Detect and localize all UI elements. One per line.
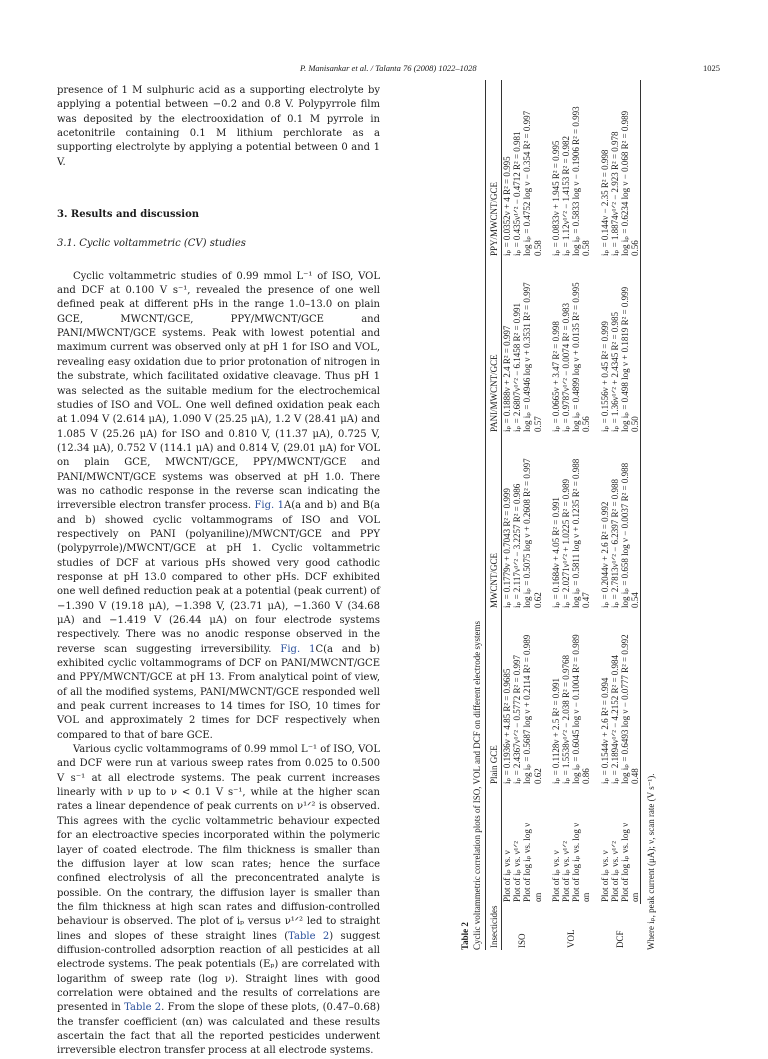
table-cell: 0.56	[581, 416, 592, 432]
table-cell: iₚ = 0.1684ν + 4.05 R² = 0.991	[550, 497, 561, 608]
row-label: Plot of iₚ vs. ν¹ᐟ²	[561, 841, 572, 902]
table-cell: log iₚ = 0.5075 log ν + 0.2608 R² = 0.997	[522, 458, 533, 608]
table-cell: 0.58	[532, 240, 543, 256]
table-caption: Cyclic voltammetric correlation plots of ISO, VOL and DCF on different electrode systems	[472, 620, 482, 950]
table-cell: iₚ = 0.9787ν¹ᐟ² − 0.0074 R² = 0.983	[561, 302, 572, 432]
table-cell: 0.50	[630, 258, 641, 434]
table-body	[502, 80, 641, 950]
table-row	[533, 80, 543, 950]
row-label: αn	[581, 892, 592, 902]
table-label: Table 2	[460, 922, 470, 950]
insecticide-name: DCF	[615, 930, 626, 948]
intro-paragraph: presence of 1 M sulphuric acid as a supporting electrolyte by applying a potential between −0.2 and 0.8 V. Polypyrrole film was deposited by the electrooxidation of 0.1 M pyrrole in acetonitrile containing 0.1 M lithium perchlorate as a supporting electrolyte by applying a potential between 0 and 1 V.	[57, 85, 380, 168]
page-number: 1025	[703, 63, 720, 73]
table-cell: iₚ = 0.1936ν + 4.85 R² = 0.9685	[502, 668, 512, 784]
table-cell: log iₚ = 0.4946 log ν + 0.3531 R² = 0.997	[522, 282, 533, 432]
row-label: Plot of log iₚ vs. log ν	[522, 822, 533, 902]
table-link[interactable]: Table 2	[124, 1002, 162, 1014]
table-cell: log iₚ = 0.6234 log ν − 0.068 R² = 0.989	[620, 110, 631, 256]
table-cell: 0.86	[581, 768, 592, 784]
table-cell: 0.48	[630, 610, 641, 786]
table-cell: 0.56	[630, 80, 641, 258]
table-row	[551, 80, 561, 950]
row-label: Plot of iₚ vs. ν	[599, 850, 610, 902]
correlation-table	[485, 80, 641, 950]
section-heading: 3. Results and discussion	[57, 209, 200, 221]
row-label: Plot of log iₚ vs. log ν	[571, 822, 582, 902]
table-header-row	[486, 80, 502, 950]
row-label: αn	[630, 786, 641, 904]
table-cell: iₚ = 1.12ν¹ᐟ² − 1.4153 R² = 0.982	[561, 135, 572, 256]
table-cell: iₚ = 0.1544ν + 2.6 R² = 0.994	[599, 677, 610, 784]
body-paragraph-2: Various cyclic voltammograms of 0.99 mmol L⁻¹ of ISO, VOL and DCF were run at various sweep rates from 0.025 to 0.500 V s⁻¹ at all electrode systems. The peak current increases linearly with ν up to ν < 0.1 V s⁻¹, while at the higher scan rates a linear dependence of peak currents on ν¹ᐟ² is observed. This agrees with the cyclic voltammetric behaviour expected for an electroactive species incorporated within the polymeric layer of coated electrode. The film thickness is smaller than the diffusion layer at low scan rates; hence the surface confined electrolysis of all the preconcentrated analyte is possible. On the contrary, the diffusion layer is smaller than the film thickness at high scan rates and diffusion-controlled behaviour is observed. The plot of iₚ versus ν¹ᐟ² led to straight lines and slopes of these straight lines (Table 2) suggest diffusion-controlled adsorption reaction of all pesticides at all electrode systems. The peak potentials (Eₚ) are correlated with logarithm of sweep rate (log ν). Straight lines with good correlation were obtained and the results of correlations are presented in Table 2. From the slope of these plots, (0.47–0.68) the transfer coefficient (αn) was calculated and these results ascertain the fact that all the reported pesticides underwent irreversible electron transfer process at all electrode systems.	[57, 744, 381, 1057]
table-cell: 0.54	[630, 434, 641, 610]
table-cell: iₚ = 0.1128ν + 2.5 R² = 0.991	[550, 677, 561, 784]
table-cell: iₚ = 2.1894ν¹ᐟ² − 4.2152 R² = 0.984	[609, 654, 620, 784]
table-cell: iₚ = 0.2044ν + 2.6 R² = 0.992	[599, 501, 610, 608]
table-cell: log iₚ = 0.5687 log ν + 0.2114 R² = 0.989	[522, 634, 533, 784]
column-header: Insecticides	[486, 904, 502, 950]
table-cell: iₚ = 0.1888ν + 2.4 R² = 0.997	[502, 325, 512, 432]
table-cell: log iₚ = 0.4752 log ν − 0.354 R² = 0.997	[522, 110, 533, 256]
row-label: αn	[532, 892, 543, 902]
rotated-table	[460, 80, 760, 950]
table-row	[561, 80, 571, 950]
table-footnote: Where iₚ, peak current (μA); ν, scan rate (V s⁻¹).	[646, 773, 657, 950]
table-cell: iₚ = 1.8874ν¹ᐟ² − 2.923 R² = 0.978	[609, 131, 620, 256]
row-label: Plot of iₚ vs. ν¹ᐟ²	[512, 841, 523, 902]
table-cell: 0.62	[532, 592, 543, 608]
table-cell: iₚ = 2.117ν¹ᐟ² − 3.2257 R² = 0.986	[512, 483, 523, 608]
table-row	[522, 80, 532, 950]
body-paragraph-1: Cyclic voltammetric studies of 0.99 mmol L⁻¹ of ISO, VOL and DCF at 0.100 V s⁻¹, revealed the presence of one well defined peak at different pHs in the range 1.0–13.0 on plain GCE, MWCNT/GCE, PPY/MWCNT/GCE and PANI/MWCNT/GCE systems. Peak with lowest potential and maximum current was observed only at pH 1 for ISO and VOL, revealing easy oxidation due to prior protonation of nitrogen in the substrate, which facilitated oxidative cleavage. Thus pH 1 was selected as the suitable medium for the electrochemical studies of ISO and VOL. One well defined oxidation peak each at 1.094 V (2.614 μA), 1.090 V (25.25 μA), 1.2 V (28.41 μA) and 1.085 V (25.26 μA) for ISO and 0.810 V, (11.37 μA), 0.725 V, (12.34 μA), 0.752 V (114.1 μA) and 0.814 V, (29.01 μA) for VOL on plain GCE, MWCNT/GCE, PPY/MWCNT/GCE and PANI/MWCNT/GCE systems was observed at pH 1.0. There was no cathodic response in the reverse scan indicating the irreversible electron transfer process. Fig. 1A(a and b) and B(a and b) showed cyclic voltammograms of ISO and VOL respectively on PANI (polyaniline)/MWCNT/GCE and PPY (polypyrrole)/MWCNT/GCE at pH 1. Cyclic voltammetric studies of DCF at various pHs showed very good cathodic response at pH 13.0 compared to other pHs. DCF exhibited one well defined reduction peak at a potential (peak current) of −1.390 V (19.18 μA), −1.398 V, (23.71 μA), −1.360 V (34.68 μA) and −1.419 V (26.44 μA) on four electrode systems respectively. There was no anodic response observed in the reverse scan suggesting irreversibility. Fig. 1C(a and b) exhibited cyclic voltammograms of DCF on PANI/MWCNT/GCE and PPY/MWCNT/GCE at pH 13. From analytical point of view, of all the modified systems, PANI/MWCNT/GCE responded well and peak current increases to 14 times for ISO, 10 times for VOL and approximately 2 times for DCF respectively when compared to that of bare GCE.	[57, 270, 380, 741]
table-cell: iₚ = 1.36ν¹ᐟ² + 2.4345 R² = 0.985	[609, 311, 620, 432]
table-row	[630, 80, 641, 950]
journal-citation: P. Manisankar et al. / Talanta 76 (2008) 1022–1028	[300, 63, 477, 73]
table-cell: log iₚ = 0.658 log ν − 0.0037 R² = 0.988	[620, 462, 631, 608]
left-text-column	[57, 84, 380, 1059]
figure-link[interactable]: Fig. 1	[254, 500, 284, 512]
column-header	[486, 786, 502, 904]
column-header: PPY/MWCNT/GCE	[486, 80, 502, 258]
table-cell: log iₚ = 0.5811 log ν + 0.1235 R² = 0.988	[571, 458, 582, 608]
table-row	[581, 80, 591, 950]
insecticide-name: VOL	[566, 929, 577, 948]
table-cell: iₚ = 0.144ν − 2.35 R² = 0.998	[599, 149, 610, 256]
table-link[interactable]: Table 2	[288, 930, 330, 942]
column-header: Plain GCE	[486, 610, 502, 786]
table-cell: iₚ = 0.0833ν + 1.945 R² = 0.995	[550, 140, 561, 256]
row-label: Plot of log iₚ vs. log ν	[620, 822, 631, 902]
row-label: Plot of iₚ vs. ν¹ᐟ²	[609, 841, 620, 902]
column-header: PANI/MWCNT/GCE	[486, 258, 502, 434]
table-cell: 0.58	[581, 240, 592, 256]
table-cell: log iₚ = 0.4899 log ν + 0.0135 R² = 0.995	[571, 282, 582, 432]
table-cell: 0.47	[581, 592, 592, 608]
insecticide-name: ISO	[517, 933, 528, 948]
table-cell: log iₚ = 0.6045 log ν − 0.1004 R² = 0.989	[571, 634, 582, 784]
table-cell: iₚ = 2.4367ν¹ᐟ² − 0.5772 R² = 0.997	[512, 654, 523, 784]
table-row	[512, 80, 522, 950]
table-cell: iₚ = 2.6807ν¹ᐟ² − 6.1458 R² = 0.991	[512, 302, 523, 432]
table-cell: 0.62	[532, 768, 543, 784]
table-cell: iₚ = 2.0271ν¹ᐟ² + 1.0225 R² = 0.989	[561, 478, 572, 608]
table-row	[610, 80, 620, 950]
table-cell: log iₚ = 0.498 log ν + 0.1819 R² = 0.999	[620, 286, 631, 432]
table-cell: iₚ = 0.0352ν + 4 R² = 0.995	[502, 156, 512, 256]
table-row	[571, 80, 581, 950]
table-cell: log iₚ = 0.6493 log ν − 0.0777 R² = 0.992	[620, 634, 631, 784]
table-cell: iₚ = 2.7813ν¹ᐟ² − 6.2397 R² = 0.988	[609, 478, 620, 608]
row-label: Plot of iₚ vs. ν	[502, 850, 512, 902]
row-label: Plot of iₚ vs. ν	[550, 850, 561, 902]
table-row	[502, 80, 513, 950]
table-cell: iₚ = 0.1779ν + 0.7043 R² = 0.999	[502, 488, 512, 608]
table-row	[600, 80, 610, 950]
figure-link[interactable]: Fig. 1	[280, 643, 316, 655]
table-cell: 0.57	[532, 416, 543, 432]
table-cell: iₚ = 0.435ν¹ᐟ² − 0.4712 R² = 0.981	[512, 131, 523, 256]
table-cell: iₚ = 1.5538ν¹ᐟ² − 2.038 R² = 0.9768	[561, 654, 572, 784]
column-header: MWCNT/GCE	[486, 434, 502, 610]
running-header	[0, 63, 768, 77]
table-cell: log iₚ = 0.5833 log ν − 0.1906 R² = 0.993	[571, 106, 582, 256]
group-spacer	[592, 80, 600, 950]
table-row	[620, 80, 630, 950]
group-spacer	[543, 80, 551, 950]
table-cell: iₚ = 0.0665ν + 3.47 R² = 0.998	[550, 321, 561, 432]
table-cell: iₚ = 0.1556ν + 0.45 R² = 0.999	[599, 321, 610, 432]
subsection-heading: 3.1. Cyclic voltammetric (CV) studies	[57, 238, 246, 250]
